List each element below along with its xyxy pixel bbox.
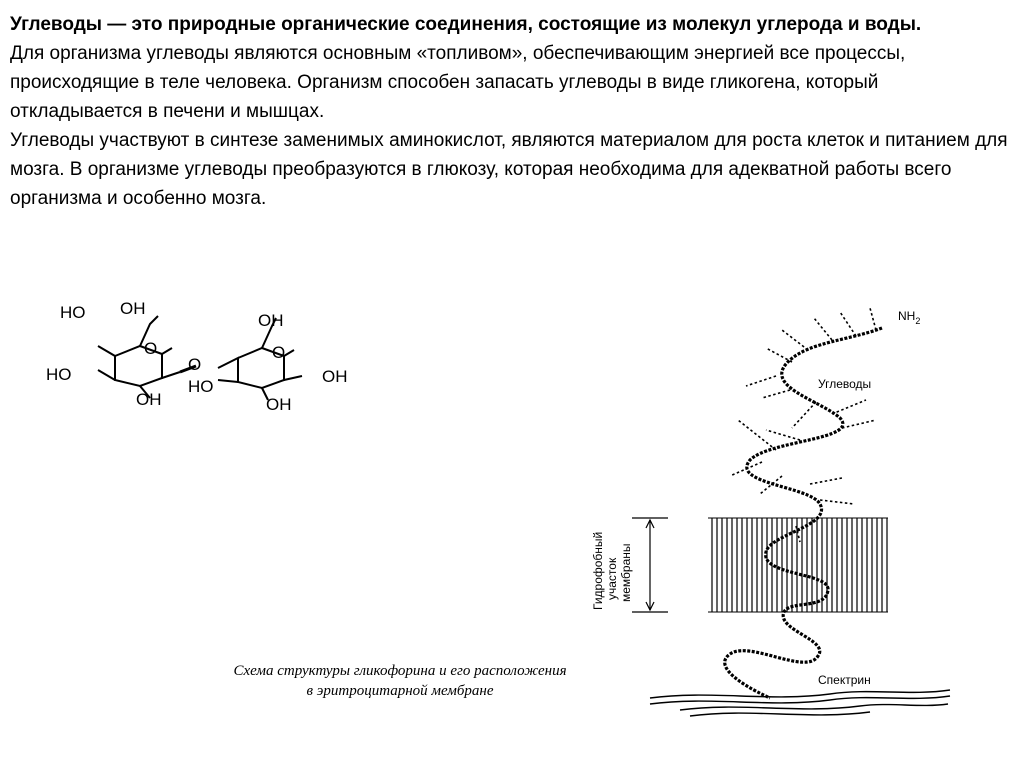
figure-caption-line-2: в эритроцитарной мембране [306, 683, 494, 699]
molecule-label-bridge-o: O [188, 355, 202, 374]
carbohydrate-chains [730, 308, 876, 542]
figure-caption [160, 661, 640, 701]
disaccharide-structure-diagram [40, 288, 370, 418]
spectrin-filaments [650, 690, 950, 716]
molecule-label-ho-left: HO [46, 365, 72, 384]
membrane-label-line-3: мембраны [619, 543, 633, 602]
membrane-label-line-1: Гидрофобный [591, 531, 605, 610]
membrane-label-line-2: участок [605, 557, 619, 600]
figure-caption-line-1: Схема структуры гликофорина и его расположения [233, 663, 567, 679]
molecule-label-ho-top: HO [60, 303, 86, 322]
nh2-label-main: NH [898, 309, 916, 323]
slide-text [10, 10, 1014, 213]
molecule-label-oh-bottom-left: OH [136, 390, 162, 409]
molecule-label-oh-bottom-right: OH [266, 395, 292, 414]
molecule-label-ring-o-right: O [272, 343, 286, 362]
molecule-label-oh-right: OH [322, 367, 348, 386]
carbohydrates-label: Углеводы [818, 377, 872, 391]
molecule-label-ring-o-left: O [144, 339, 158, 358]
nh2-label-subscript: 2 [915, 316, 921, 326]
molecule-label-ho-mid: HO [188, 377, 214, 396]
body-paragraph-2: Углеводы участвуют в синтезе заменимых аминокислот, являются материалом для роста клеток и питанием для мозга. В организме углеводы преобразуются в глюкозу, которая необходима для адекватной работы всего организма и особенно мозга. [10, 130, 1008, 209]
body-paragraph-1: Для организма углеводы являются основным «топливом», обеспечивающим энергией все процессы, происходящие в теле человека. Организм способен запасать углеводы в виде гликогена, который откладывается в печени и мышцах. [10, 43, 906, 122]
molecule-label-oh-top: OH [120, 299, 146, 318]
molecule-label-oh-top-right: OH [258, 311, 284, 330]
nh2-label [898, 309, 920, 326]
lead-paragraph: Углеводы — это природные органические соединения, состоящие из молекул углерода и воды. [10, 14, 922, 35]
membrane-dimension-arrow [632, 518, 668, 612]
spectrin-label: Спектрин [818, 673, 871, 687]
